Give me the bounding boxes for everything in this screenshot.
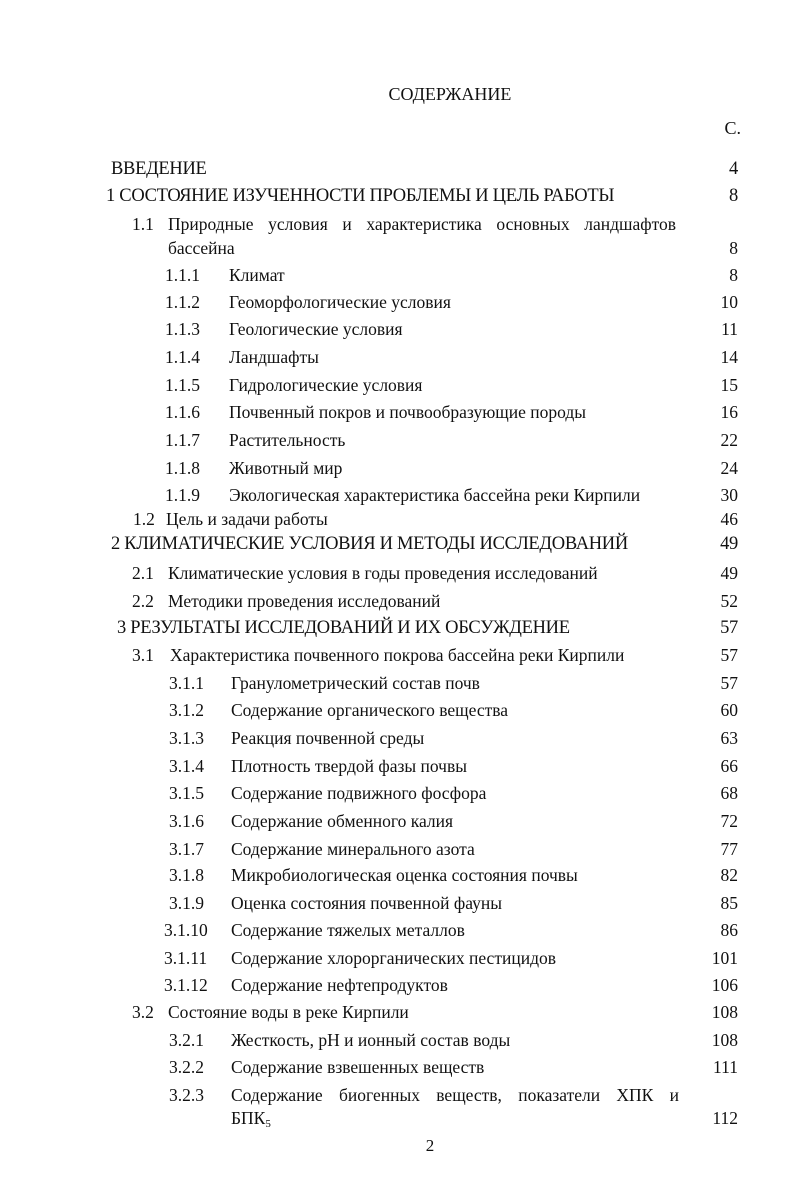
toc-entry-1-1-2[interactable] — [0, 289, 798, 315]
toc-label: Плотность твердой фазы почвы — [231, 756, 467, 776]
toc-number: 1.1.1 — [165, 265, 200, 285]
toc-entry-3-2-1[interactable] — [0, 1027, 798, 1053]
toc-page: 8 — [729, 265, 738, 285]
toc-page: 68 — [720, 783, 738, 803]
toc-number: 1.1.3 — [165, 319, 200, 339]
toc-page: 14 — [720, 347, 738, 367]
toc-number: 3.1.5 — [169, 783, 204, 803]
toc-label: Ландшафты — [229, 347, 319, 367]
toc-number: 3.1.1 — [169, 673, 204, 693]
toc-page: 11 — [721, 319, 738, 339]
toc-label: Содержание хлорорганических пестицидов — [231, 948, 556, 968]
toc-label-line1: Природные условия и характеристика основных ландшафтов — [168, 214, 676, 234]
toc-label-line2 — [231, 1105, 271, 1137]
subscript: 5 — [265, 1118, 271, 1130]
toc-label: Цель и задачи работы — [166, 509, 328, 529]
toc-label: 1 СОСТОЯНИЕ ИЗУЧЕННОСТИ ПРОБЛЕМЫ И ЦЕЛЬ РАБОТЫ — [106, 186, 615, 206]
toc-page: 60 — [720, 700, 738, 720]
toc-entry-3-2[interactable] — [0, 999, 798, 1025]
toc-entry-2-1[interactable] — [0, 560, 798, 586]
toc-number: 3.2 — [132, 1002, 154, 1022]
toc-entry-1-1-1[interactable] — [0, 262, 798, 288]
toc-label: Гидрологические условия — [229, 375, 423, 395]
toc-label: Состояние воды в реке Кирпили — [168, 1002, 409, 1022]
toc-entry-3-1-7[interactable] — [0, 836, 798, 862]
toc-label: 2 КЛИМАТИЧЕСКИЕ УСЛОВИЯ И МЕТОДЫ ИССЛЕДОВАНИЙ — [111, 534, 628, 554]
toc-page: 82 — [720, 865, 738, 885]
toc-page: 106 — [711, 975, 738, 995]
toc-number: 1.1.6 — [165, 402, 200, 422]
toc-page: 8 — [729, 238, 738, 258]
toc-label: Содержание органического вещества — [231, 700, 509, 720]
toc-label: Климатические условия в годы проведения исследований — [168, 563, 598, 583]
toc-number: 3.2.2 — [169, 1057, 204, 1077]
toc-label: Оценка состояния почвенной фауны — [231, 893, 502, 913]
toc-number: 1.1.7 — [165, 430, 200, 450]
toc-entry-3-1-3[interactable] — [0, 725, 798, 751]
toc-number: 3.1.4 — [169, 756, 204, 776]
toc-number: 1.1.9 — [165, 485, 200, 505]
toc-page: 57 — [720, 673, 738, 693]
toc-label: 3 РЕЗУЛЬТАТЫ ИССЛЕДОВАНИЙ И ИХ ОБСУЖДЕНИЕ — [117, 618, 570, 638]
page-title: СОДЕРЖАНИЕ — [388, 84, 512, 104]
toc-entry-1-1-9[interactable] — [0, 482, 798, 508]
toc-page: 111 — [713, 1057, 738, 1077]
toc-entry-1-1-cont — [0, 235, 798, 261]
toc-page: 85 — [720, 893, 738, 913]
toc-entry-3-1-2[interactable] — [0, 697, 798, 723]
toc-page: 72 — [720, 811, 738, 831]
toc-number: 3.1.2 — [169, 700, 204, 720]
toc-entry-1-1-3[interactable] — [0, 316, 798, 342]
toc-page: 108 — [711, 1030, 738, 1050]
toc-entry-3-1-4[interactable] — [0, 753, 798, 779]
toc-entry-3-2-2[interactable] — [0, 1054, 798, 1080]
toc-page: 49 — [720, 563, 738, 583]
toc-number: 1.1.4 — [165, 347, 200, 367]
toc-label: Характеристика почвенного покрова бассейна реки Кирпили — [170, 645, 625, 665]
toc-label: Содержание обменного калия — [231, 811, 454, 831]
toc-entry-3-1-5[interactable] — [0, 780, 798, 806]
toc-page: 4 — [729, 159, 738, 179]
toc-page: 16 — [720, 402, 738, 422]
toc-page: 77 — [720, 839, 738, 859]
toc-page: 24 — [720, 458, 738, 478]
toc-page: 108 — [711, 1002, 738, 1022]
toc-label-line1: Содержание биогенных веществ, показатели ХПК и — [231, 1085, 679, 1105]
toc-label: Реакция почвенной среды — [231, 728, 425, 748]
toc-page: 57 — [720, 645, 738, 665]
toc-number: 2.1 — [132, 563, 154, 583]
toc-entry-1-2[interactable] — [0, 506, 798, 532]
toc-number: 1.1.8 — [165, 458, 200, 478]
toc-number: 2.2 — [132, 591, 154, 611]
toc-number: 3.1.8 — [169, 865, 204, 885]
toc-number: 3.1 — [132, 645, 154, 665]
toc-label: Микробиологическая оценка состояния почвы — [231, 865, 578, 885]
toc-number: 3.1.9 — [169, 893, 204, 913]
toc-number: 3.1.6 — [169, 811, 204, 831]
toc-entry-3-1-10[interactable] — [0, 917, 798, 943]
toc-entry-3-1[interactable] — [0, 642, 798, 668]
toc-page: 15 — [720, 375, 738, 395]
toc-entry-intro[interactable] — [0, 156, 798, 182]
toc-page: 112 — [712, 1108, 738, 1128]
toc-number: 1.2 — [133, 509, 155, 529]
page-column-header: С. — [724, 118, 741, 138]
toc-label: Экологическая характеристика бассейна реки Кирпили — [229, 485, 641, 505]
toc-entry-3-1-9[interactable] — [0, 890, 798, 916]
toc-entry-1-1-8[interactable] — [0, 455, 798, 481]
toc-page: 66 — [720, 756, 738, 776]
toc-number: 3.2.1 — [169, 1030, 204, 1050]
toc-page: 63 — [720, 728, 738, 748]
toc-entry-chapter-3[interactable] — [0, 615, 798, 641]
toc-label: Гранулометрический состав почв — [231, 673, 480, 693]
toc-page: 52 — [720, 591, 738, 611]
page-number: 2 — [425, 1136, 435, 1155]
toc-number: 3.1.12 — [164, 975, 208, 995]
toc-page: 46 — [720, 509, 738, 529]
toc-label: ВВЕДЕНИЕ — [111, 159, 207, 179]
toc-entry-chapter-1[interactable] — [0, 183, 798, 209]
toc-label-line2-text: БПК — [231, 1108, 266, 1128]
toc-entry-1-1-4[interactable] — [0, 344, 798, 370]
toc-entry-1-1-7[interactable] — [0, 427, 798, 453]
toc-label: Содержание тяжелых металлов — [231, 920, 465, 940]
toc-label: Методики проведения исследований — [168, 591, 441, 611]
toc-number: 3.2.3 — [169, 1085, 204, 1105]
toc-number: 3.1.3 — [169, 728, 204, 748]
toc-label: Почвенный покров и почвообразующие породы — [229, 402, 587, 422]
toc-entry-1-1-5[interactable] — [0, 372, 798, 398]
toc-entry-3-1-1[interactable] — [0, 670, 798, 696]
toc-entry-3-1-12[interactable] — [0, 972, 798, 998]
toc-page: 30 — [720, 485, 738, 505]
toc-number: 3.1.10 — [164, 920, 208, 940]
toc-label: Содержание минерального азота — [231, 839, 475, 859]
toc-entry-chapter-2[interactable] — [0, 531, 798, 557]
toc-entry-1-1-6[interactable] — [0, 399, 798, 425]
toc-label: Геологические условия — [229, 319, 403, 339]
toc-entry-3-2-3-cont — [0, 1105, 798, 1131]
toc-page: 8 — [729, 186, 738, 206]
toc-entry-3-1-11[interactable] — [0, 945, 798, 971]
toc-label: Животный мир — [229, 458, 343, 478]
toc-page: 49 — [720, 534, 738, 554]
toc-page: 101 — [711, 948, 738, 968]
toc-label: Геоморфологические условия — [229, 292, 451, 312]
toc-label: Содержание взвешенных веществ — [231, 1057, 485, 1077]
toc-label: Жесткость, рН и ионный состав воды — [231, 1030, 511, 1050]
toc-page: 22 — [720, 430, 738, 450]
toc-label: Содержание нефтепродуктов — [231, 975, 448, 995]
toc-number: 1.1.2 — [165, 292, 200, 312]
toc-number: 1.1.5 — [165, 375, 200, 395]
toc-number: 3.1.11 — [164, 948, 208, 968]
toc-number: 3.1.7 — [169, 839, 204, 859]
toc-entry-1-1[interactable] — [0, 211, 798, 237]
toc-number: 1.1 — [132, 214, 154, 234]
toc-page: 57 — [720, 618, 738, 638]
toc-label-line2: бассейна — [168, 238, 235, 258]
toc-label: Климат — [229, 265, 285, 285]
toc-label: Растительность — [229, 430, 346, 450]
toc-page: 86 — [720, 920, 738, 940]
toc-label: Содержание подвижного фосфора — [231, 783, 487, 803]
toc-entry-3-1-6[interactable] — [0, 808, 798, 834]
toc-entry-3-1-8[interactable] — [0, 862, 798, 888]
toc-page: 10 — [720, 292, 738, 312]
toc-entry-2-2[interactable] — [0, 588, 798, 614]
